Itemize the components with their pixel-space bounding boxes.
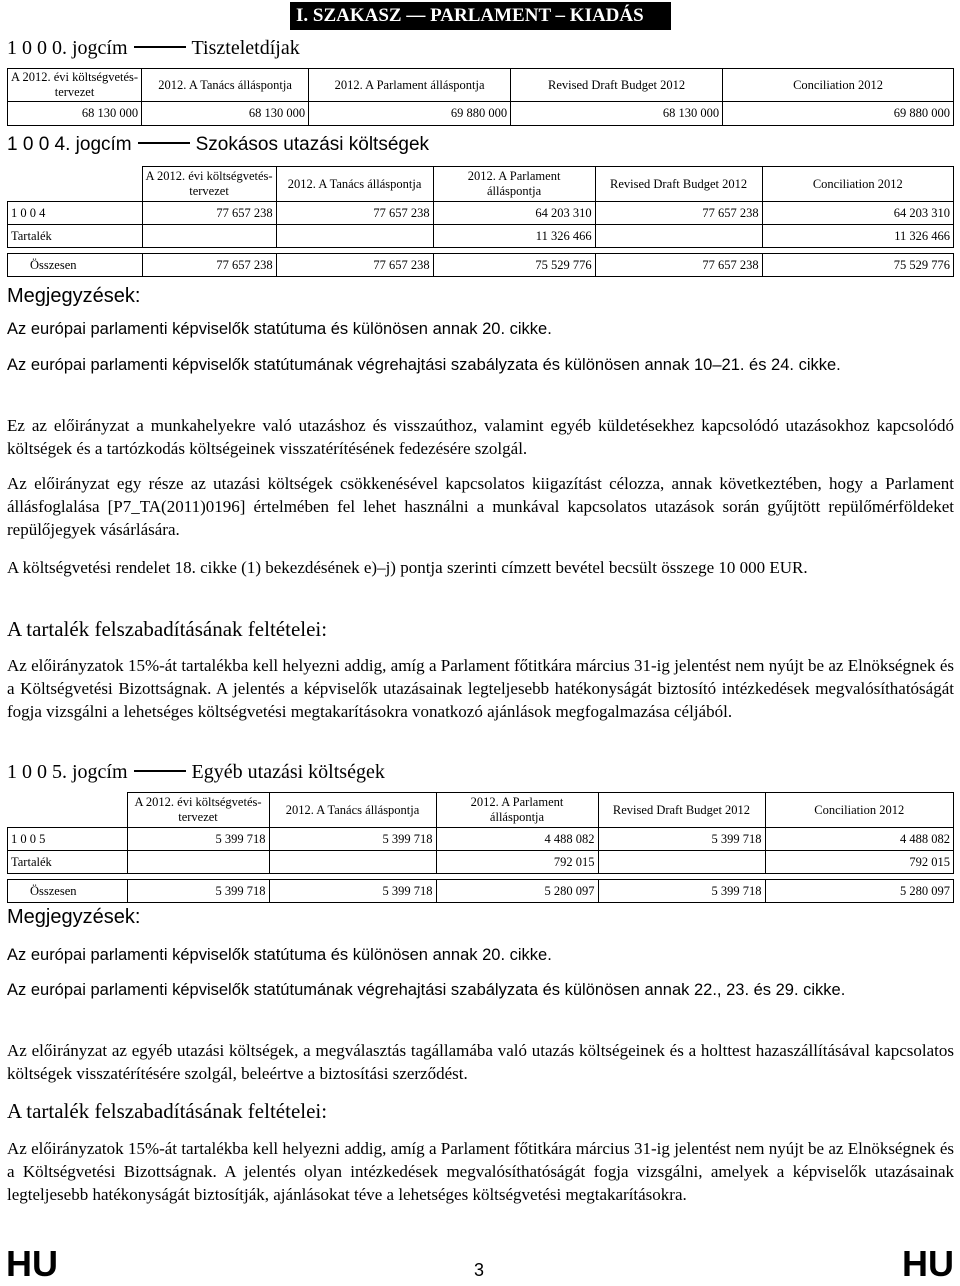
article-1000-heading <box>7 37 300 60</box>
col-header-parliament: 2012. A Parlament álláspontja <box>309 69 511 102</box>
row-label: 1 0 0 5 <box>8 828 128 851</box>
note-paragraph: Az európai parlamenti képviselők statútumának végrehajtási szabályzata és különösen annak 10–21. és 24. cikke. <box>7 356 841 374</box>
dash-divider <box>134 46 186 48</box>
article-title: Tiszteletdíjak <box>191 37 300 59</box>
col-header-revised: Revised Draft Budget 2012 <box>511 69 723 102</box>
cell-value: 69 880 000 <box>723 102 954 126</box>
cell-value: 5 280 097 <box>436 880 598 903</box>
col-header-parliament: 2012. A Parlament álláspontja <box>433 167 595 202</box>
note-paragraph: Az előirányzatok 15%-át tartalékba kell helyezni addig, amíg a Parlament főtitkára március 31-ig jelentést nem nyújt be az Elnökségnek és a Költségvetési Bizottságnak. A jelentés a képviselők utazásainak legteljesebb hatékonyságát biztosító intézkedések megvalósíthatóságát fogja vizsgálni a lehetséges költségvetési megtakarításokra vonatkozó ajánlások megfogalmazása céljából. <box>7 656 954 721</box>
article-code: 1 0 0 4. jogcím <box>7 134 132 155</box>
section-banner: I. SZAKASZ — PARLAMENT – KIADÁS <box>290 2 671 30</box>
table-row <box>8 828 954 851</box>
cell-value: 77 657 238 <box>276 254 433 277</box>
dash-divider <box>138 142 190 144</box>
cell-value: 5 399 718 <box>598 880 765 903</box>
cell-value: 77 657 238 <box>595 254 762 277</box>
col-header-revised: Revised Draft Budget 2012 <box>595 167 762 202</box>
page-number: 3 <box>474 1260 485 1280</box>
table-row <box>8 102 954 126</box>
cell-value: 4 488 082 <box>765 828 954 851</box>
note-paragraph: Az előirányzat az egyéb utazási költségek, a megválasztás tagállamába való utazás költségeinek és a holttest hazaszállításával kapcsolatos költségek visszatérítésére szolgál, beleértve a biztosítási szerződést. <box>7 1041 954 1083</box>
col-header-conciliation: Conciliation 2012 <box>762 167 953 202</box>
budget-table-1005 <box>7 792 954 903</box>
col-header-parliament: 2012. A Parlament álláspontja <box>436 793 598 828</box>
reserve-heading: A tartalék felszabadításának feltételei: <box>7 1099 328 1123</box>
cell-value: 77 657 238 <box>142 254 276 277</box>
col-header-revised: Revised Draft Budget 2012 <box>598 793 765 828</box>
cell-value: 5 399 718 <box>598 828 765 851</box>
table-row <box>8 225 954 248</box>
cell-value: 11 326 466 <box>433 225 595 248</box>
cell-value: 5 399 718 <box>269 828 436 851</box>
row-label: Tartalék <box>8 851 128 874</box>
table-row <box>8 880 954 903</box>
col-header-draft: A 2012. évi költségvetés- tervezet <box>127 793 269 828</box>
footer-language-right: HU <box>902 1243 954 1284</box>
table-row <box>8 851 954 874</box>
footer-language-left: HU <box>6 1243 58 1284</box>
notes-heading: Megjegyzések: <box>7 906 141 928</box>
note-paragraph: Az előirányzat egy része az utazási költségek csökkenésével kapcsolatos kiigazítást célozza, annak következtében, hogy a Parlament állásfoglalása [P7_TA(2011)0196] értelmében fel lehet használni a munkával kapcsolatos utazások során gyűjtött repülőmérföldeket repülőjegyek vásárlására. <box>7 474 954 539</box>
article-code: 1 0 0 5. jogcím <box>7 761 128 783</box>
cell-value: 77 657 238 <box>276 202 433 225</box>
note-paragraph: Ez az előirányzat a munkahelyekre való utazáshoz és visszaúthoz, valamint egyéb küldetésekhez kapcsolódó utazásokhoz kapcsolódó költségek és a tartózkodás költségeinek visszatérítésének fedezésére szolgál. <box>7 416 954 458</box>
col-header-draft: A 2012. évi költségvetés- tervezet <box>8 69 142 102</box>
cell-value: 4 488 082 <box>436 828 598 851</box>
note-paragraph: Az európai parlamenti képviselők statútuma és különösen annak 20. cikke. <box>7 946 552 964</box>
cell-value: 75 529 776 <box>762 254 953 277</box>
dash-divider <box>134 770 186 772</box>
row-label: Összesen <box>8 880 128 903</box>
article-title: Egyéb utazási költségek <box>191 761 385 783</box>
row-label: Összesen <box>8 254 143 277</box>
cell-value: 77 657 238 <box>142 202 276 225</box>
row-label: Tartalék <box>8 225 143 248</box>
cell-value: 5 399 718 <box>269 880 436 903</box>
col-header-conciliation: Conciliation 2012 <box>723 69 954 102</box>
cell-value: 68 130 000 <box>8 102 142 126</box>
col-header-draft: A 2012. évi költségvetés- tervezet <box>142 167 276 202</box>
notes-heading: Megjegyzések: <box>7 285 141 307</box>
cell-value: 5 280 097 <box>765 880 954 903</box>
cell-value: 69 880 000 <box>309 102 511 126</box>
table-row <box>8 202 954 225</box>
col-header-council: 2012. A Tanács álláspontja <box>276 167 433 202</box>
note-paragraph: Az előirányzatok 15%-át tartalékba kell helyezni addig, amíg a Parlament főtitkára március 31-ig jelentést nem nyújt be az Elnökségnek és a Költségvetési Bizottságnak. A jelentés olyan intézkedések megvalósíthatóságát fogja vizsgálni, amelyek a képviselők utazásainak legteljesebb hatékonyságát biztosítják, ajánlásokat téve a lehetséges költségvetési megtakarításokra. <box>7 1139 954 1204</box>
col-header-council: 2012. A Tanács álláspontja <box>142 69 309 102</box>
note-paragraph: Az európai parlamenti képviselők statútumának végrehajtási szabályzata és különösen annak 22., 23. és 29. cikke. <box>7 981 846 999</box>
table-row <box>8 254 954 277</box>
cell-value: 68 130 000 <box>142 102 309 126</box>
cell-value: 64 203 310 <box>433 202 595 225</box>
cell-value: 792 015 <box>436 851 598 874</box>
budget-table-1004 <box>7 166 954 277</box>
article-title: Szokásos utazási költségek <box>195 134 430 155</box>
note-paragraph: A költségvetési rendelet 18. cikke (1) bekezdésének e)–j) pontja szerinti címzett bevétel becsült összege 10 000 EUR. <box>7 558 808 577</box>
article-1004-heading <box>7 134 429 156</box>
cell-value: 77 657 238 <box>595 202 762 225</box>
reserve-heading: A tartalék felszabadításának feltételei: <box>7 617 328 641</box>
budget-table-1000 <box>7 68 954 126</box>
cell-value: 5 399 718 <box>127 880 269 903</box>
article-1005-heading <box>7 761 385 784</box>
row-label: 1 0 0 4 <box>8 202 143 225</box>
cell-value: 75 529 776 <box>433 254 595 277</box>
cell-value: 11 326 466 <box>762 225 953 248</box>
cell-value: 792 015 <box>765 851 954 874</box>
cell-value: 5 399 718 <box>127 828 269 851</box>
note-paragraph: Az európai parlamenti képviselők statútuma és különösen annak 20. cikke. <box>7 320 552 338</box>
col-header-conciliation: Conciliation 2012 <box>765 793 954 828</box>
col-header-council: 2012. A Tanács álláspontja <box>269 793 436 828</box>
cell-value: 68 130 000 <box>511 102 723 126</box>
cell-value: 64 203 310 <box>762 202 953 225</box>
article-code: 1 0 0 0. jogcím <box>7 37 128 59</box>
